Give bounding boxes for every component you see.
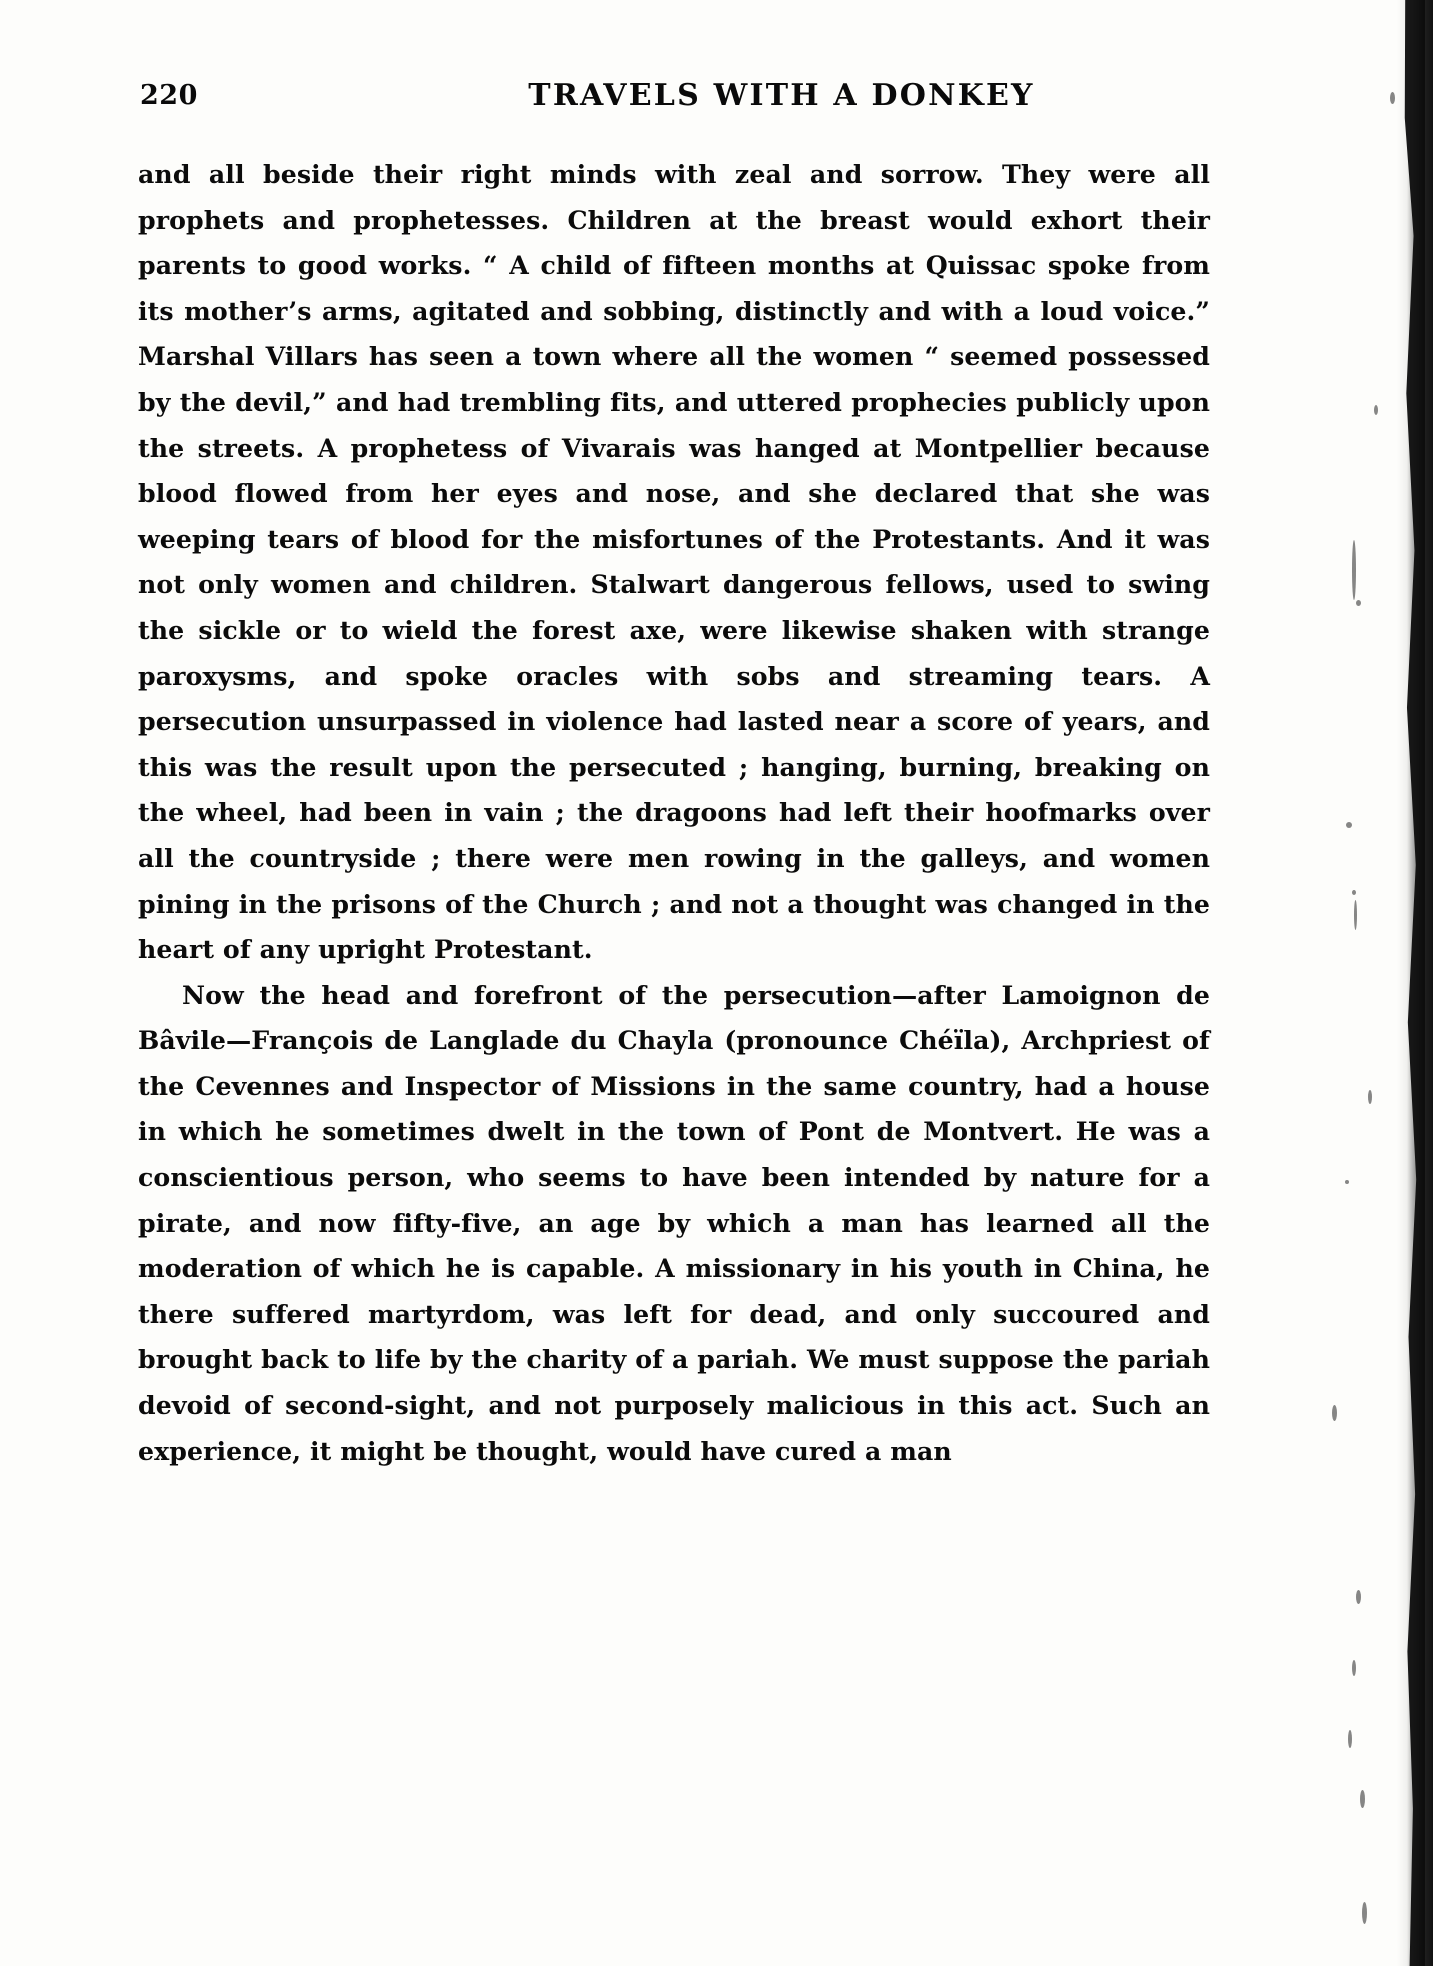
scan-speck — [1356, 1590, 1361, 1604]
scan-speck — [1345, 1180, 1349, 1184]
scan-speck — [1352, 540, 1356, 600]
paragraph: Now the head and forefront of the persecution—after Lamoignon de Bâvile—François de Langlade du Chayla (pronounce Chéïla), Archpriest of the Cevennes and Inspector of Missions in the same country, had a house in which he sometimes dwelt in the town of Pont de Montvert. He was a conscientious person, who seems to have been intended by nature for a pirate, and now fifty-five, an age by which a man has learned all the moderation of which he is capable. A missionary in his youth in China, he there suffered martyrdom, was left for dead, and only succoured and brought back to life by the charity of a pariah. We must suppose the pariah devoid of second-sight, and not purposely malicious in this act. Such an experience, it might be thought, would have cured a man — [138, 979, 1210, 1466]
page-header — [140, 78, 1263, 124]
scan-speck — [1346, 822, 1352, 828]
scan-speck — [1352, 890, 1356, 895]
page-number: 220 — [140, 80, 198, 111]
scan-speck — [1374, 405, 1378, 415]
paragraph: and all beside their right minds with zeal and sorrow. They were all prophets and prophetesses. Children at the breast would exhort their parents to good works. “ A child of fifteen months at Quissac spoke from its mother’s arms, agitated and sobbing, distinctly and with a loud voice.” Marshal Villars has seen a town where all the women “ seemed possessed by the devil,” and had trembling fits, and uttered prophecies publicly upon the streets. A prophetess of Vivarais was hanged at Montpellier because blood flowed from her eyes and nose, and she declared that she was weeping tears of blood for the misfortunes of the Protestants. And it was not only women and children. Stalwart dangerous fellows, used to swing the sickle or to wield the forest axe, were likewise shaken with strange paroxysms, and spoke oracles with sobs and streaming tears. A persecution unsurpassed in violence had lasted near a score of years, and this was the result upon the persecuted ; hanging, burning, breaking on the wheel, had been in vain ; the dragoons had left their hoofmarks over all the countryside ; there were men rowing in the galleys, and women pining in the prisons of the Church ; and not a thought was changed in the heart of any upright Protestant. — [138, 159, 1210, 965]
scan-speck — [1368, 1090, 1372, 1104]
running-title: TRAVELS WITH A DONKEY — [528, 78, 1035, 113]
scan-speck — [1348, 1730, 1352, 1748]
scan-gutter-shadow — [1387, 0, 1433, 1966]
scan-speck — [1356, 600, 1361, 606]
body-text — [138, 152, 1210, 1474]
scan-speck — [1354, 900, 1357, 930]
scan-speck — [1360, 1790, 1365, 1808]
scan-speck — [1362, 1902, 1367, 1924]
scan-speck — [1332, 1405, 1337, 1421]
scan-speck — [1352, 1660, 1356, 1676]
